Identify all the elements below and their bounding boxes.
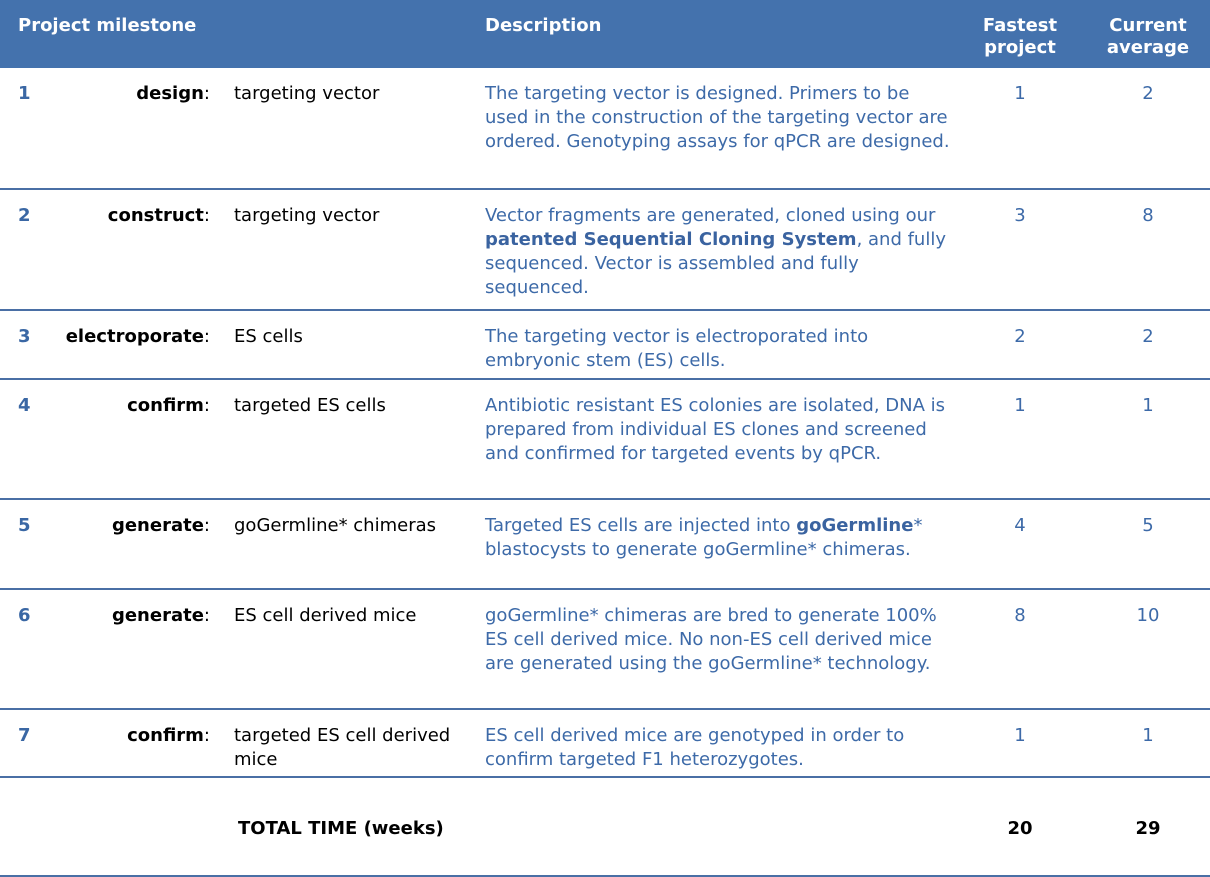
milestone-action (40, 394, 210, 418)
description-text: , and fully sequenced. Vector is assembled and fully sequenced. (485, 229, 946, 298)
milestone-description (485, 724, 955, 772)
milestone-action-verb: electroporate (65, 326, 204, 347)
milestone-number: 1 (18, 83, 31, 104)
table-header (0, 0, 1210, 68)
milestone-target: targeted ES cells (234, 395, 386, 416)
description-text: The targeting vector is designed. Primers to be used in the construction of the targeting vector are ordered. Genotyping assays for qPCR are designed. (485, 83, 950, 152)
table-row (0, 68, 1210, 190)
milestone-action-verb: generate (111, 515, 204, 536)
colon: : (203, 725, 210, 746)
colon: : (203, 205, 210, 226)
colon: : (203, 605, 210, 626)
description-text: Antibiotic resistant ES colonies are isolated, DNA is prepared from individual ES clones and screened and confirmed for targeted events by qPCR. (485, 395, 946, 464)
description-text: ES cell derived mice are genotyped in order to confirm targeted F1 heterozygotes. (485, 725, 905, 770)
header-fastest-line2: project (984, 37, 1056, 58)
milestone-number: 7 (18, 725, 31, 746)
colon: : (203, 326, 210, 347)
colon: : (203, 515, 210, 536)
header-current (1098, 15, 1198, 59)
milestone-target: targeted ES cell derived mice (234, 725, 451, 770)
average-weeks: 1 (1142, 725, 1154, 746)
table-row (0, 500, 1210, 590)
milestone-action-verb: generate (111, 605, 204, 626)
milestone-description (485, 82, 955, 154)
milestone-description (485, 514, 955, 562)
total-row (0, 778, 1210, 877)
average-weeks: 2 (1142, 326, 1154, 347)
average-weeks: 10 (1136, 605, 1160, 626)
milestone-target: targeting vector (234, 83, 380, 104)
total-average: 29 (1135, 818, 1161, 839)
fastest-weeks: 1 (1014, 725, 1026, 746)
average-weeks: 5 (1142, 515, 1154, 536)
milestone-number: 4 (18, 395, 31, 416)
milestone-action (40, 724, 210, 748)
total-label: TOTAL TIME (weeks) (238, 818, 444, 839)
average-weeks: 2 (1142, 83, 1154, 104)
fastest-weeks: 4 (1014, 515, 1026, 536)
fastest-weeks: 2 (1014, 326, 1026, 347)
milestone-target: ES cell derived mice (234, 605, 417, 626)
milestone-action (40, 604, 210, 628)
fastest-weeks: 1 (1014, 395, 1026, 416)
milestone-description (485, 394, 955, 466)
description-text: Vector fragments are generated, cloned using our (485, 205, 936, 226)
milestone-action (40, 82, 210, 106)
average-weeks: 8 (1142, 205, 1154, 226)
milestone-number: 5 (18, 515, 31, 536)
milestone-number: 3 (18, 326, 31, 347)
milestone-action-verb: confirm (127, 395, 204, 416)
description-highlight: goGermline (796, 515, 914, 536)
header-fastest (970, 15, 1070, 59)
milestone-action-verb: design (136, 83, 204, 104)
header-fastest-line1: Fastest (982, 15, 1058, 36)
average-weeks: 1 (1142, 395, 1154, 416)
colon: : (203, 83, 210, 104)
table-row (0, 380, 1210, 500)
fastest-weeks: 3 (1014, 205, 1026, 226)
fastest-weeks: 8 (1014, 605, 1026, 626)
milestone-action-verb: confirm (127, 725, 204, 746)
milestone-target: ES cells (234, 326, 303, 347)
milestone-action (40, 204, 210, 228)
description-text: * blastocysts to generate goGermline* chimeras. (485, 515, 923, 560)
table-row (0, 590, 1210, 710)
colon: : (203, 395, 210, 416)
milestone-action (40, 514, 210, 538)
description-highlight: patented Sequential Cloning System (485, 229, 857, 250)
header-current-line2: average (1106, 37, 1190, 58)
milestone-action (40, 325, 210, 349)
milestone-action-verb: construct (107, 205, 204, 226)
description-text: goGermline* chimeras are bred to generate 100% ES cell derived mice. No non-ES cell derived mice are generated using the goGermline* technology. (485, 605, 937, 674)
description-text: Targeted ES cells are injected into (485, 515, 797, 536)
milestone-description (485, 325, 955, 373)
table-row (0, 190, 1210, 311)
milestone-target: goGermline* chimeras (234, 515, 437, 536)
milestone-description (485, 204, 955, 300)
header-description: Description (485, 15, 602, 36)
description-text: The targeting vector is electroporated into embryonic stem (ES) cells. (485, 326, 869, 371)
total-fastest: 20 (1007, 818, 1033, 839)
milestone-description (485, 604, 955, 676)
fastest-weeks: 1 (1014, 83, 1026, 104)
header-current-line1: Current (1109, 15, 1187, 36)
milestone-number: 6 (18, 605, 31, 626)
milestone-target: targeting vector (234, 205, 380, 226)
table-row (0, 311, 1210, 380)
table-row (0, 710, 1210, 778)
milestone-number: 2 (18, 205, 31, 226)
header-milestone: Project milestone (18, 15, 197, 36)
